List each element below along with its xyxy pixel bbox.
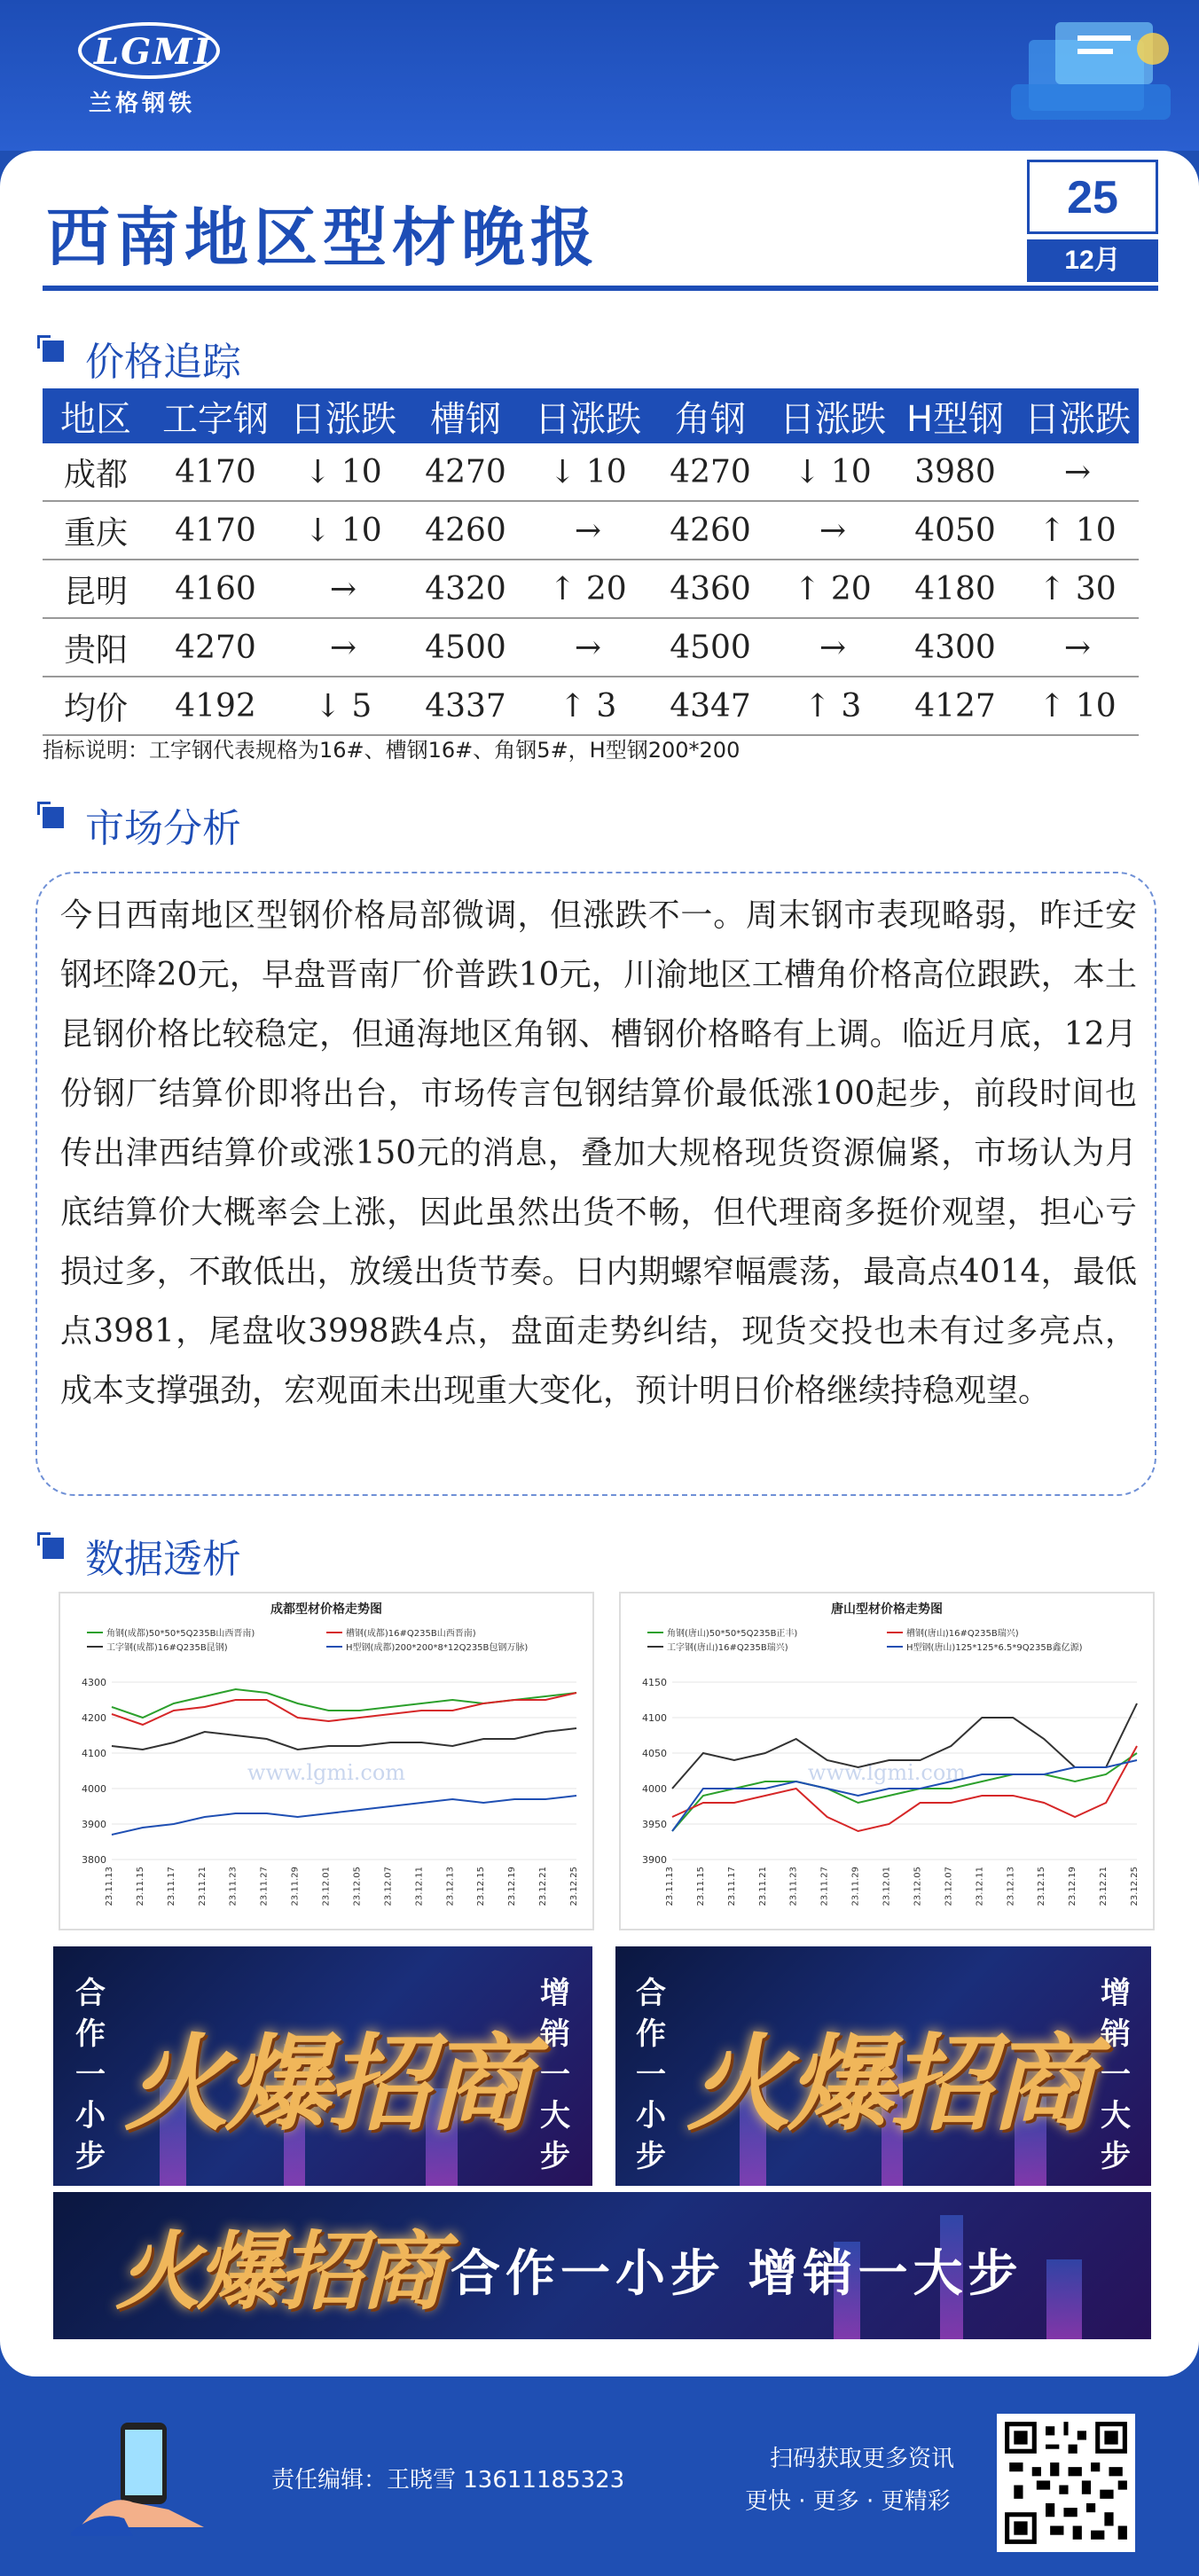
x-tick-label: 23.12.07 [383,1867,394,1907]
h-beam-change: → [1016,443,1139,501]
logo-subtitle: 兰格钢铁 [89,90,196,117]
x-tick-label: 23.12.19 [1068,1867,1078,1907]
x-tick-label: 23.12.19 [507,1867,518,1907]
x-tick-label: 23.11.23 [228,1867,239,1907]
banner-big-text: 火爆招商 [124,2022,529,2145]
data-screen-illustration [993,13,1188,146]
x-tick-label: 23.12.25 [569,1867,579,1907]
legend-label: 工字钢(唐山)16#Q235B瑞兴) [667,1643,788,1653]
table-header-row [43,388,1139,443]
editor-info: 责任编辑：王晓雪 13611185323 [271,2467,625,2494]
x-tick-label: 23.11.15 [695,1867,706,1907]
h-beam-price: 3980 [894,443,1016,501]
y-tick-label: 4100 [642,1712,667,1724]
x-tick-label: 23.12.05 [352,1867,363,1907]
h-beam-price: 4300 [894,618,1016,677]
i-beam-change: → [282,618,404,677]
y-tick-label: 3800 [82,1854,106,1866]
series-line [112,1689,576,1718]
i-beam-price: 4192 [149,677,282,735]
legend-label: 工字钢(成都)16#Q235B昆钢) [106,1643,228,1653]
x-tick-label: 23.11.17 [166,1867,176,1907]
angle-change: → [772,618,894,677]
x-tick-label: 23.12.13 [445,1867,456,1907]
legend-label: H型钢(成都)200*200*8*12Q235B包钢万脉) [346,1643,529,1653]
qr-code-icon[interactable] [997,2414,1135,2552]
phone-hand-icon [71,2421,213,2536]
h-beam-change: ↑ 10 [1016,501,1139,560]
price-table [43,388,1139,736]
angle-price: 4360 [649,560,772,618]
chart-chengdu [59,1592,594,1930]
x-tick-label: 23.12.01 [321,1867,332,1907]
i-beam-price: 4170 [149,443,282,501]
legend-label: 槽钢(成都)16#Q235B山西晋南) [346,1629,476,1639]
region-cell: 成都 [43,443,149,501]
x-tick-label: 23.12.15 [476,1867,487,1907]
i-beam-price: 4170 [149,501,282,560]
spec-note: 指标说明：工字钢代表规格为16#、槽钢16#、角钢5#，H型钢200*200 [43,738,741,763]
x-tick-label: 23.12.07 [944,1867,954,1907]
banner-wide[interactable] [53,2192,1151,2339]
legend-label: H型钢(唐山)125*125*6.5*9Q235B鑫亿源) [906,1643,1083,1653]
i-beam-change: ↓ 10 [282,443,404,501]
channel-price: 4270 [404,443,527,501]
table-row [43,560,1139,618]
banner-left[interactable] [53,1946,592,2186]
section-square-icon [43,1538,64,1559]
y-tick-label: 4150 [642,1677,667,1688]
angle-price: 4270 [649,443,772,501]
banner-left-vertical-1: 合作一小步 [75,1976,106,2174]
legend-label: 槽钢(唐山)16#Q235B瑞兴) [906,1629,1019,1639]
banner-slogan: 合作一小步 增销一大步 [451,2245,1023,2303]
x-tick-label: 23.12.13 [1006,1867,1016,1907]
title-divider [43,286,1158,291]
col-c-change: 日涨跌 [527,388,649,443]
section-market-title: 市场分析 [85,806,241,851]
banner-right-vertical-2: 增销一大步 [1101,1976,1131,2174]
i-beam-price: 4160 [149,560,282,618]
date-day: 25 [1027,160,1158,234]
date-month: 12月 [1027,239,1158,282]
y-tick-label: 4000 [642,1783,667,1795]
chart-chengdu-svg [60,1593,592,1929]
scan-text: 扫码获取更多资讯 [770,2446,955,2472]
x-tick-label: 23.12.25 [1130,1867,1140,1907]
x-tick-label: 23.11.21 [197,1867,208,1907]
channel-change: ↑ 20 [527,560,649,618]
x-tick-label: 23.12.21 [1099,1867,1109,1907]
chart-title: 唐山型材价格走势图 [831,1602,943,1617]
region-cell: 重庆 [43,501,149,560]
y-tick-label: 4300 [82,1677,106,1688]
logo-text: LGMI [94,31,213,73]
x-tick-label: 23.12.11 [414,1867,425,1907]
banner-big-text: 火爆招商 [686,2022,1092,2145]
col-angle: 角钢 [649,388,772,443]
angle-change: ↓ 10 [772,443,894,501]
x-tick-label: 23.11.23 [788,1867,799,1907]
region-cell: 昆明 [43,560,149,618]
h-beam-change: → [1016,618,1139,677]
y-tick-label: 4200 [82,1712,106,1724]
channel-change: → [527,618,649,677]
city-building [1046,2259,1082,2339]
channel-price: 4500 [404,618,527,677]
x-tick-label: 23.12.15 [1037,1867,1047,1907]
channel-price: 4320 [404,560,527,618]
channel-price: 4337 [404,677,527,735]
market-analysis-text: 今日西南地区型钢价格局部微调，但涨跌不一。周末钢市表现略弱，昨迁安钢坯降20元，早盘晋南厂价普跌10元，川渝地区工槽角价格高位跟跌，本土昆钢价格比较稳定，但通海地区角钢、槽钢价格略有上调。临近月底，12月份钢厂结算价即将出台，市场传言包钢结算价最低涨100起步，前段时间也传出津西结算价或涨150元的消息，叠加大规格现货资源偏紧，市场认为月底结算价大概率会上涨，因此虽然出货不畅，但代理商多挺价观望，担心亏损过多，不敢低出，放缓出货节奏。日内期螺窄幅震荡，最高点4014，最低点3981，尾盘收3998跌4点，盘面走势纠结，现货交投也未有过多亮点，成本支撑强劲，宏观面未出现重大变化，预计明日价格继续持稳观望。 [35,872,1156,1496]
i-beam-price: 4270 [149,618,282,677]
x-tick-label: 23.12.05 [913,1867,923,1907]
lgmi-logo [78,22,229,84]
h-beam-price: 4050 [894,501,1016,560]
series-line [112,1796,576,1835]
angle-price: 4347 [649,677,772,735]
watermark: www.lgmi.com [807,1760,967,1785]
banner-wide-big-text: 火爆招商 [115,2221,442,2322]
i-beam-change: ↓ 5 [282,677,404,735]
h-beam-change: ↑ 30 [1016,560,1139,618]
y-tick-label: 3900 [82,1819,106,1830]
table-row [43,501,1139,560]
section-square-icon [43,807,64,828]
series-line [112,1728,576,1750]
page-title: 西南地区型材晚报 [46,200,600,275]
x-tick-label: 23.12.11 [975,1867,985,1907]
chart-title: 成都型材价格走势图 [270,1602,382,1617]
legend-label: 角钢(成都)50*50*5Q235B山西晋南) [106,1629,255,1639]
col-i-beam: 工字钢 [149,388,282,443]
chart-tangshan [619,1592,1155,1930]
x-tick-label: 23.11.13 [105,1867,114,1907]
col-channel: 槽钢 [404,388,527,443]
banner-right-vertical-1: 增销一大步 [540,1976,570,2174]
x-tick-label: 23.11.13 [665,1867,675,1907]
y-tick-label: 4000 [82,1783,106,1795]
x-tick-label: 23.11.21 [757,1867,768,1907]
x-tick-label: 23.11.29 [850,1867,861,1907]
x-tick-label: 23.12.21 [538,1867,549,1907]
channel-change: ↓ 10 [527,443,649,501]
y-tick-label: 4100 [82,1748,106,1759]
x-tick-label: 23.11.15 [135,1867,145,1907]
i-beam-change: → [282,560,404,618]
col-a-change: 日涨跌 [772,388,894,443]
x-tick-label: 23.11.17 [726,1867,737,1907]
y-tick-label: 3950 [642,1819,667,1830]
x-tick-label: 23.11.27 [259,1867,270,1907]
x-tick-label: 23.12.01 [882,1867,892,1907]
col-region: 地区 [43,388,149,443]
x-tick-label: 23.11.27 [819,1867,830,1907]
channel-change: ↑ 3 [527,677,649,735]
col-i-change: 日涨跌 [282,388,404,443]
angle-price: 4260 [649,501,772,560]
section-square-icon [43,341,64,362]
h-beam-price: 4127 [894,677,1016,735]
col-h-beam: H型钢 [894,388,1016,443]
channel-change: → [527,501,649,560]
angle-change: ↑ 20 [772,560,894,618]
region-cell: 均价 [43,677,149,735]
h-beam-price: 4180 [894,560,1016,618]
banner-right[interactable] [615,1946,1151,2186]
x-tick-label: 23.11.29 [290,1867,301,1907]
y-tick-label: 4050 [642,1748,667,1759]
banner-left-vertical-2: 合作一小步 [636,1976,666,2174]
h-beam-change: ↑ 10 [1016,677,1139,735]
angle-price: 4500 [649,618,772,677]
angle-change: → [772,501,894,560]
tagline-text: 更快 · 更多 · 更精彩 [745,2488,951,2515]
angle-change: ↑ 3 [772,677,894,735]
section-price-title: 价格追踪 [85,340,241,385]
region-cell: 贵阳 [43,618,149,677]
series-line [112,1693,576,1725]
legend-label: 角钢(唐山)50*50*5Q235B正丰) [667,1629,798,1639]
channel-price: 4260 [404,501,527,560]
watermark: www.lgmi.com [247,1760,406,1785]
table-row [43,618,1139,677]
table-row [43,677,1139,735]
col-h-change: 日涨跌 [1016,388,1139,443]
i-beam-change: ↓ 10 [282,501,404,560]
section-data-title: 数据透析 [85,1537,241,1582]
y-tick-label: 3900 [642,1854,667,1866]
table-row [43,443,1139,501]
chart-tangshan-svg [621,1593,1153,1929]
